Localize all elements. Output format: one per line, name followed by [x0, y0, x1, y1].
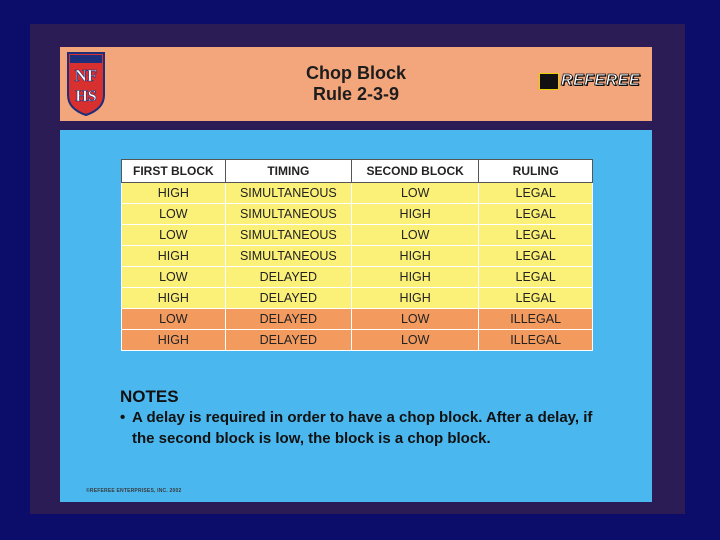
cell-timing: SIMULTANEOUS [225, 225, 351, 246]
table-row [122, 330, 593, 351]
referee-logo-text: REFEREE [560, 72, 640, 89]
cell-second-block: HIGH [352, 288, 479, 309]
cell-first-block: LOW [122, 225, 226, 246]
cell-second-block: LOW [352, 330, 479, 351]
cell-second-block: LOW [352, 225, 479, 246]
bullet-icon: • [120, 409, 126, 426]
cell-second-block: HIGH [352, 246, 479, 267]
header-first-block: FIRST BLOCK [122, 160, 226, 183]
header-second-block: SECOND BLOCK [352, 160, 479, 183]
referee-logo [539, 71, 640, 91]
notes-title: NOTES [120, 387, 179, 406]
cell-first-block: HIGH [122, 330, 226, 351]
cell-first-block: HIGH [122, 246, 226, 267]
svg-text:HS: HS [75, 88, 97, 105]
table-row [122, 183, 593, 204]
title-line-1: Chop Block [305, 63, 406, 83]
notes-item-text: A delay is required in order to have a chop block. After a delay, if the second block is low, the block is a chop block. [132, 409, 593, 447]
cell-first-block: HIGH [122, 183, 226, 204]
cell-timing: DELAYED [225, 309, 351, 330]
table-row [122, 288, 593, 309]
cell-ruling: ILLEGAL [479, 309, 593, 330]
referee-mark-icon [539, 73, 559, 90]
table-row [122, 204, 593, 225]
table-row [122, 225, 593, 246]
cell-timing: DELAYED [225, 330, 351, 351]
notes-item [120, 407, 600, 449]
cell-second-block: HIGH [352, 267, 479, 288]
svg-text:NF: NF [74, 66, 98, 85]
cell-first-block: LOW [122, 204, 226, 225]
cell-timing: SIMULTANEOUS [225, 204, 351, 225]
cell-ruling: LEGAL [479, 267, 593, 288]
copyright-text: ©REFEREE ENTERPRISES, INC. 2002 [86, 488, 182, 494]
cell-timing: DELAYED [225, 288, 351, 309]
table-header-row [122, 160, 593, 183]
cell-ruling: LEGAL [479, 204, 593, 225]
title-line-2: Rule 2-3-9 [312, 84, 400, 104]
table-row [122, 309, 593, 330]
cell-ruling: LEGAL [479, 183, 593, 204]
header-banner [60, 47, 652, 121]
cell-ruling: LEGAL [479, 288, 593, 309]
cell-ruling: LEGAL [479, 246, 593, 267]
cell-first-block: HIGH [122, 288, 226, 309]
cell-ruling: LEGAL [479, 225, 593, 246]
table-row [122, 246, 593, 267]
cell-first-block: LOW [122, 309, 226, 330]
chop-block-table [121, 159, 593, 351]
cell-timing: SIMULTANEOUS [225, 183, 351, 204]
cell-timing: DELAYED [225, 267, 351, 288]
cell-ruling: ILLEGAL [479, 330, 593, 351]
notes-section [120, 387, 600, 449]
cell-timing: SIMULTANEOUS [225, 246, 351, 267]
cell-first-block: LOW [122, 267, 226, 288]
cell-second-block: LOW [352, 183, 479, 204]
table-row [122, 267, 593, 288]
cell-second-block: HIGH [352, 204, 479, 225]
header-ruling: RULING [479, 160, 593, 183]
cell-second-block: LOW [352, 309, 479, 330]
header-timing: TIMING [225, 160, 351, 183]
